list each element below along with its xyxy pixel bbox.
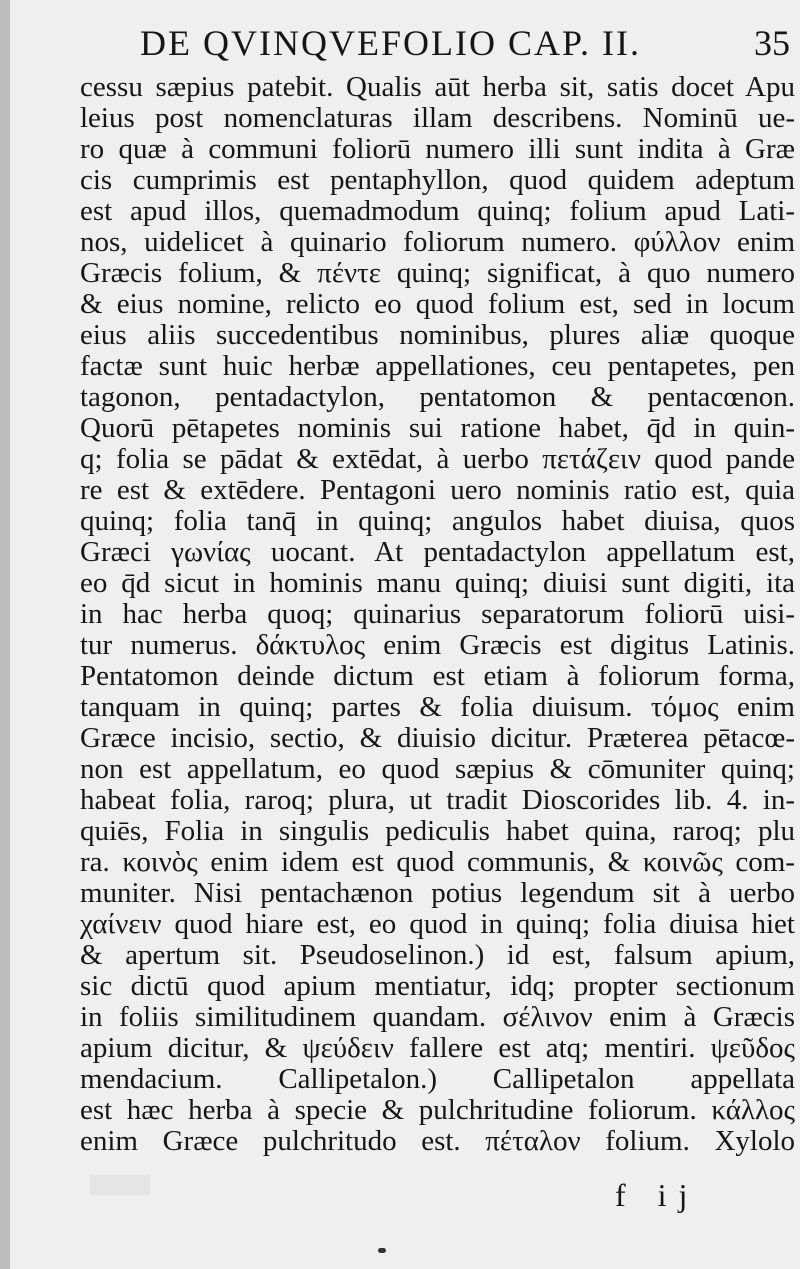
text-line: Quorū pētapetes nominis sui ratione habet, q̄d in quin- (80, 413, 795, 444)
text-line: nos, uidelicet à quinario foliorum numero. φύλλον enim (80, 227, 795, 258)
text-line: tanquam in quinq; partes & folia diuisum. τόμος enim (80, 692, 795, 723)
text-line: muniter. Nisi pentachænon potius legendum sit à uerbo (80, 878, 795, 909)
ink-dot (378, 1248, 386, 1253)
text-line: eius aliis succedentibus nominibus, plures aliæ quoque (80, 320, 795, 351)
running-head: DE QVINQVEFOLIO CAP. II. (140, 23, 641, 63)
text-line: cessu sæpius patebit. Qualis aūt herba sit, satis docet Apu (80, 72, 795, 103)
text-line: est apud illos, quemadmodum quinq; folium apud Lati- (80, 196, 795, 227)
text-line: cis cumprimis est pentaphyllon, quod quidem adeptum (80, 165, 795, 196)
text-line: q; folia se pādat & extēdat, à uerbo πετάζειν quod pande (80, 444, 795, 475)
text-line: ra. κοινὸς enim idem est quod communis, & κοινῶς com- (80, 847, 795, 878)
text-line: Græci γωνίας uocant. At pentadactylon appellatum est, (80, 537, 795, 568)
text-line: tur numerus. δάκτυλος enim Græcis est digitus Latinis. (80, 630, 795, 661)
ink-smudge (90, 1175, 150, 1195)
text-line: re est & extēdere. Pentagoni uero nominis ratio est, quia (80, 475, 795, 506)
text-line: enim Græce pulchritudo est. πέταλον folium. Xylolo (80, 1126, 795, 1157)
text-line: in foliis similitudinem quandam. σέλινον enim à Græcis (80, 1002, 795, 1033)
text-line: Græcis folium, & πέντε quinq; significat, à quo numero (80, 258, 795, 289)
page-number: 35 (754, 23, 790, 63)
text-line: χαίνειν quod hiare est, eo quod in quinq; folia diuisa hiet (80, 909, 795, 940)
text-line: leius post nomenclaturas illam describens. Nominū ue- (80, 103, 795, 134)
text-line: tagonon, pentadactylon, pentatomon & pentacœnon. (80, 382, 795, 413)
text-line: eo q̄d sicut in hominis manu quinq; diuisi sunt digiti, ita (80, 568, 795, 599)
text-line: apium dicitur, & ψεύδειν fallere est atq; mentiri. ψεῦδος (80, 1033, 795, 1064)
text-line: Græce incisio, sectio, & diuisio dicitur. Præterea pētacœ- (80, 723, 795, 754)
page-header (140, 18, 790, 68)
signature-mark: f ij (615, 1177, 700, 1213)
text-line: quinq; folia tanq̄ in quinq; angulos habet diuisa, quos (80, 506, 795, 537)
text-line: habeat folia, raroq; plura, ut tradit Dioscorides lib. 4. in- (80, 785, 795, 816)
text-line: quiēs, Folia in singulis pediculis habet quina, raroq; plu (80, 816, 795, 847)
text-line: Pentatomon deinde dictum est etiam à foliorum forma, (80, 661, 795, 692)
text-line: & apertum sit. Pseudoselinon.) id est, falsum apium, (80, 940, 795, 971)
text-line: est hæc herba à specie & pulchritudine foliorum. κάλλος (80, 1095, 795, 1126)
text-line: in hac herba quoq; quinarius separatorum foliorū uisi- (80, 599, 795, 630)
text-line: mendacium. Callipetalon.) Callipetalon appellata (80, 1064, 795, 1095)
body-text (80, 72, 795, 1157)
text-line: factæ sunt huic herbæ appellationes, ceu pentapetes, pen (80, 351, 795, 382)
text-line: & eius nomine, relicto eo quod folium est, sed in locum (80, 289, 795, 320)
text-line: non est appellatum, eo quod sæpius & cōmuniter quinq; (80, 754, 795, 785)
text-line: ro quæ à communi foliorū numero illi sunt indita à Græ (80, 134, 795, 165)
text-line: sic dictū quod apium mentiatur, idq; propter sectionum (80, 971, 795, 1002)
